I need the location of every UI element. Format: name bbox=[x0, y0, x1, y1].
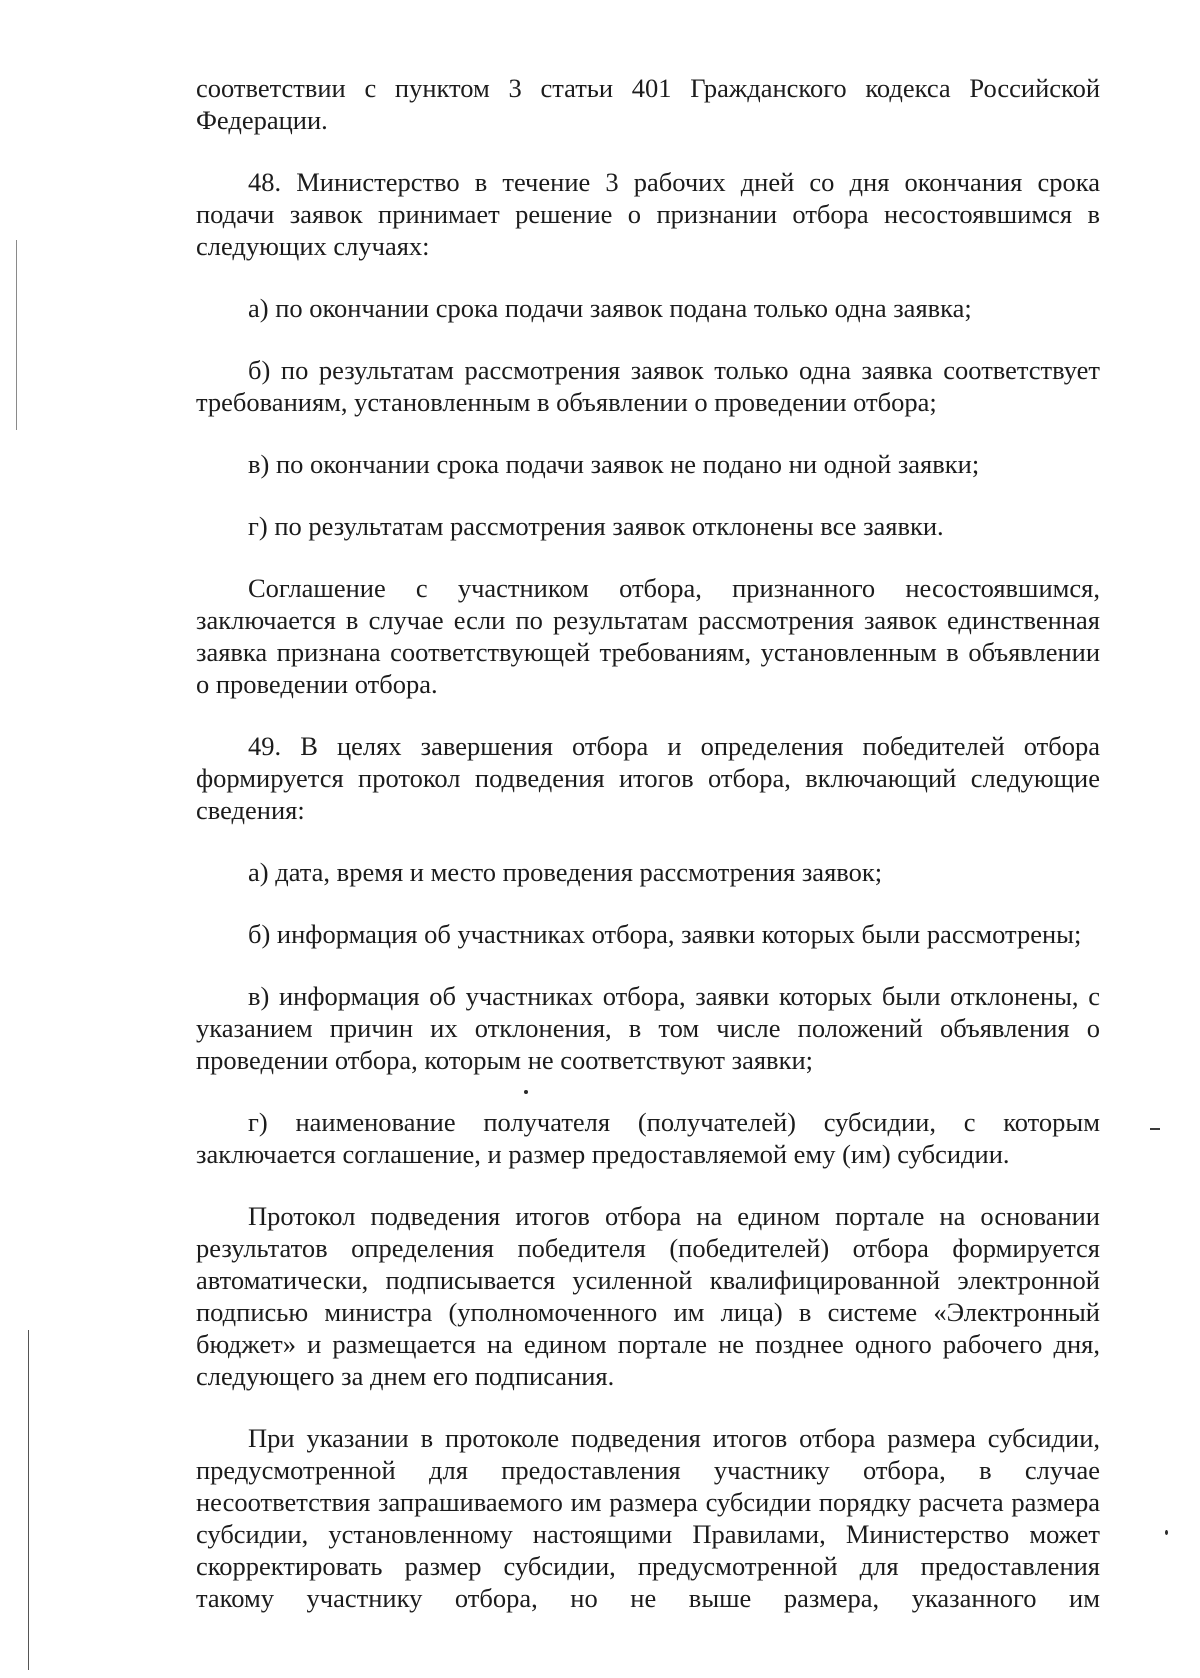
paragraph-item-49-v: в) информация об участниках отбора, заявки которых были отклонены, с указанием причин их отклонения, в том числе положений объявления о проведении отбора, которым не соответствуют заявки; bbox=[196, 981, 1100, 1075]
paragraph-protocol: Протокол подведения итогов отбора на едином портале на основании результатов определения победителя (победителей) отбора формируется автоматически, подписывается усиленной квалифицированной электронной подписью министра (уполномоченного им лица) в системе «Электронный бюджет» и размещается на едином портале не позднее одного рабочего дня, следующего за днем его подписания. bbox=[196, 1201, 1100, 1391]
paragraph-item-48-b: б) по результатам рассмотрения заявок только одна заявка соответствует требованиям, установленным в объявлении о проведении отбора; bbox=[196, 355, 1100, 417]
paragraph-agreement: Соглашение с участником отбора, признанного несостоявшимся, заключается в случае если по результатам рассмотрения заявок единственная заявка признана соответствующей требованиям, установленным в объявлении о проведении отбора. bbox=[196, 573, 1100, 699]
paragraph-item-48-a: а) по окончании срока подачи заявок подана только одна заявка; bbox=[248, 293, 972, 323]
paragraph-item-49-a: а) дата, время и место проведения рассмотрения заявок; bbox=[248, 857, 883, 887]
paragraph-item-48-g: г) по результатам рассмотрения заявок отклонены все заявки. bbox=[248, 511, 944, 541]
scan-edge-line-upper bbox=[16, 240, 17, 430]
paragraph-item-49-g: г) наименование получателя (получателей) субсидии, с которым заключается соглашение, и размер предоставляемой ему (им) субсидии. bbox=[196, 1107, 1100, 1169]
scan-edge-line-lower bbox=[28, 1330, 29, 1670]
document-page bbox=[196, 72, 1100, 1644]
paragraph-intro-continuation: соответствии с пунктом 3 статьи 401 Гражданского кодекса Российской Федерации. bbox=[196, 73, 1100, 135]
paragraph-item-48-v: в) по окончании срока подачи заявок не подано ни одной заявки; bbox=[248, 449, 980, 479]
scan-mark-right bbox=[1150, 1128, 1160, 1130]
paragraph-item-48: 48. Министерство в течение 3 рабочих дней со дня окончания срока подачи заявок принимает решение о признании отбора несостоявшимся в следующих случаях: bbox=[196, 167, 1100, 261]
paragraph-item-49-b: б) информация об участниках отбора, заявки которых были рассмотрены; bbox=[248, 919, 1082, 949]
paragraph-subsidy-correction: При указании в протоколе подведения итогов отбора размера субсидии, предусмотренной для предоставления участнику отбора, в случае несоответствия запрашиваемого им размера субсидии порядку расчета размера субсидии, установленному настоящими Правилами, Министерство может скорректировать размер субсидии, предусмотренной для предоставления такому участнику отбора, но не выше размера, указанного им bbox=[196, 1423, 1100, 1613]
scan-dot-corner bbox=[1165, 1530, 1168, 1535]
paragraph-item-49: 49. В целях завершения отбора и определения победителей отбора формируется протокол подведения итогов отбора, включающий следующие сведения: bbox=[196, 731, 1100, 825]
